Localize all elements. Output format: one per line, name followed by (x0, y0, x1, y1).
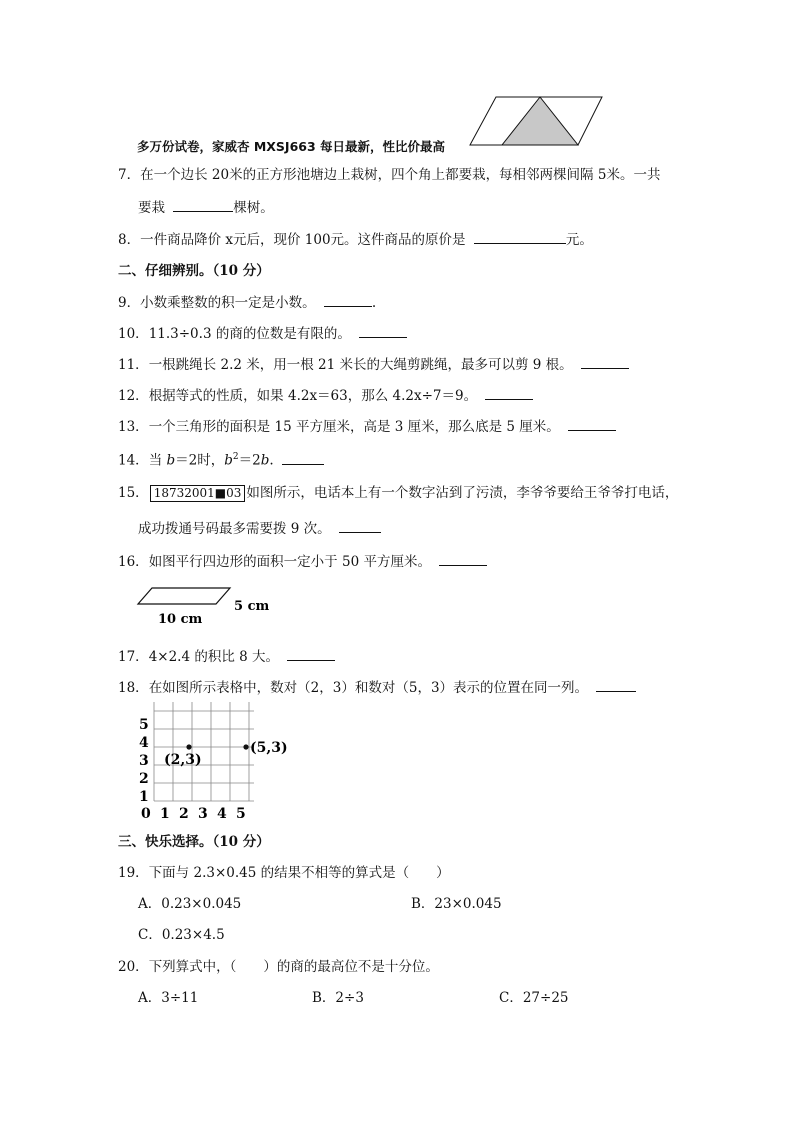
q15-answer-blank[interactable] (339, 519, 381, 533)
q9-line (118, 293, 376, 312)
q15-number: 15． (118, 485, 149, 501)
parallelogram-figure (132, 582, 282, 628)
q10-text: 11.3÷0.3 的商的位数是有限的。 (148, 326, 351, 342)
q8-line (118, 230, 593, 249)
section-2-heading: 二、仔细辨别。（10 分） (118, 263, 270, 279)
q9-end: . (371, 295, 377, 311)
q11-number: 11． (118, 357, 149, 373)
parallelogram-side-label: 5 cm (234, 599, 270, 614)
q15-text: 如图所示，电话本上有一个数字沾到了污渍，李爷爷要给王爷爷打电话， (246, 485, 679, 501)
q18-text: 在如图所示表格中，数对（2，3）和数对（5，3）表示的位置在同一列。 (148, 680, 589, 696)
q7-text: 在一个边长 20米的正方形池塘边上栽树，四个角上都要栽，每相邻两棵间隔 5米。一共 (140, 167, 661, 183)
q20-number: 20． (118, 959, 149, 975)
q7-answer-blank[interactable] (173, 198, 233, 212)
q16-text: 如图平行四边形的面积一定小于 50 平方厘米。 (148, 554, 431, 570)
q10-line (118, 324, 407, 343)
q12-line (118, 386, 533, 405)
q15-line1 (118, 484, 678, 502)
q17-text: 4×2.4 的积比 8 大。 (148, 649, 280, 665)
q8-number: 8． (118, 232, 141, 248)
q8-text: 一件商品降价 x元后，现价 100元。这件商品的原价是 (140, 232, 466, 248)
q14-prefix: 当 (148, 452, 167, 469)
point-2-3 (186, 744, 191, 749)
q14-eq: ＝2 (238, 452, 261, 469)
grid-x-tick: 2 (179, 806, 189, 822)
q19-number: 19． (118, 865, 149, 881)
q9-number: 9． (118, 295, 141, 311)
q13-number: 13． (118, 419, 149, 435)
q18-answer-blank[interactable] (596, 678, 636, 692)
q19-option-c[interactable]: C．0.23×4.5 (138, 927, 225, 943)
q13-line (118, 417, 616, 436)
q20-option-c[interactable]: C．27÷25 (499, 990, 569, 1006)
q15-text2: 成功拨通号码最多需要拨 9 次。 (138, 521, 331, 537)
point-a-label: (2,3) (164, 752, 202, 768)
parallelogram-shape (138, 588, 230, 604)
q20-option-a[interactable]: A．3÷11 (138, 990, 199, 1006)
q16-number: 16． (118, 554, 149, 570)
q11-text: 一根跳绳长 2.2 米，用一根 21 米长的大绳剪跳绳，最多可以剪 9 根。 (148, 357, 573, 373)
q9-text: 小数乘整数的积一定是小数。 (140, 295, 316, 311)
q14-exponent: 2 (232, 452, 239, 462)
q14-number: 14． (118, 452, 149, 469)
q18-number: 18． (118, 680, 149, 696)
q14-answer-blank[interactable] (282, 451, 324, 465)
q20-option-b[interactable]: B．2÷3 (312, 990, 364, 1006)
q12-number: 12． (118, 388, 149, 404)
section-3-heading: 三、快乐选择。（10 分） (118, 834, 270, 850)
q13-answer-blank[interactable] (568, 417, 616, 431)
grid-x-tick: 3 (198, 806, 208, 822)
q17-answer-blank[interactable] (287, 647, 335, 661)
q7-text2b: 棵树。 (233, 200, 274, 216)
q8-unit: 元。 (565, 232, 593, 248)
parallelogram-base-label: 10 cm (158, 612, 203, 627)
grid-x-tick: 4 (217, 806, 227, 822)
q14-var-b2: b (224, 452, 233, 469)
q11-answer-blank[interactable] (581, 355, 629, 369)
q12-answer-blank[interactable] (485, 386, 533, 400)
q7-line2 (138, 198, 274, 217)
q20-line (118, 958, 439, 976)
q19-text: 下面与 2.3×0.45 的结果不相等的算式是（ ） (148, 865, 450, 881)
coordinate-grid-figure (135, 700, 315, 825)
q17-number: 17． (118, 649, 149, 665)
q16-answer-blank[interactable] (439, 552, 487, 566)
q19-option-b[interactable]: B．23×0.045 (411, 896, 502, 912)
q8-answer-blank[interactable] (474, 230, 566, 244)
q7-line1 (118, 166, 660, 184)
q12-text: 根据等式的性质，如果 4.2x＝63，那么 4.2x÷7＝9。 (148, 388, 478, 404)
q14-mid: ＝2时， (175, 452, 225, 469)
q19-option-a[interactable]: A．0.23×0.045 (138, 896, 242, 912)
grid-y-tick: 5 (139, 717, 149, 733)
q10-number: 10． (118, 326, 149, 342)
q11-line (118, 355, 629, 374)
q10-answer-blank[interactable] (359, 324, 407, 338)
q16-line (118, 552, 487, 571)
grid-y-tick: 1 (139, 789, 149, 805)
q20-text: 下列算式中，（ ）的商的最高位不是十分位。 (148, 959, 439, 975)
q7-number: 7． (118, 167, 141, 183)
q14-line (118, 448, 324, 470)
q14-var-b3: b (260, 452, 270, 469)
q13-text: 一个三角形的面积是 15 平方厘米，高是 3 厘米，那么底是 5 厘米。 (148, 419, 560, 435)
point-b-label: (5,3) (250, 740, 288, 756)
q17-line (118, 647, 335, 666)
grid-x-tick: 1 (160, 806, 170, 822)
q14-var-b: b (166, 452, 176, 469)
grid-y-tick: 2 (139, 771, 149, 787)
q9-answer-blank[interactable] (324, 293, 372, 307)
q19-line (118, 864, 450, 882)
parallelogram-triangle-figure (468, 93, 606, 149)
grid-y-tick: 3 (139, 753, 149, 769)
q15-line2 (138, 519, 381, 538)
q18-line (118, 678, 636, 697)
point-5-3 (243, 744, 248, 749)
ad-text: 多万份试卷，家威杏 MXSJ663 每日最新，性比价最高 (137, 139, 446, 154)
grid-x-tick: 0 (141, 806, 151, 822)
grid-x-tick: 5 (236, 806, 246, 822)
q14-end: . (269, 452, 274, 469)
phone-number-box: 18732001■03 (150, 485, 246, 502)
q7-text2a: 要栽 (138, 200, 165, 216)
grid-y-tick: 4 (139, 735, 149, 751)
